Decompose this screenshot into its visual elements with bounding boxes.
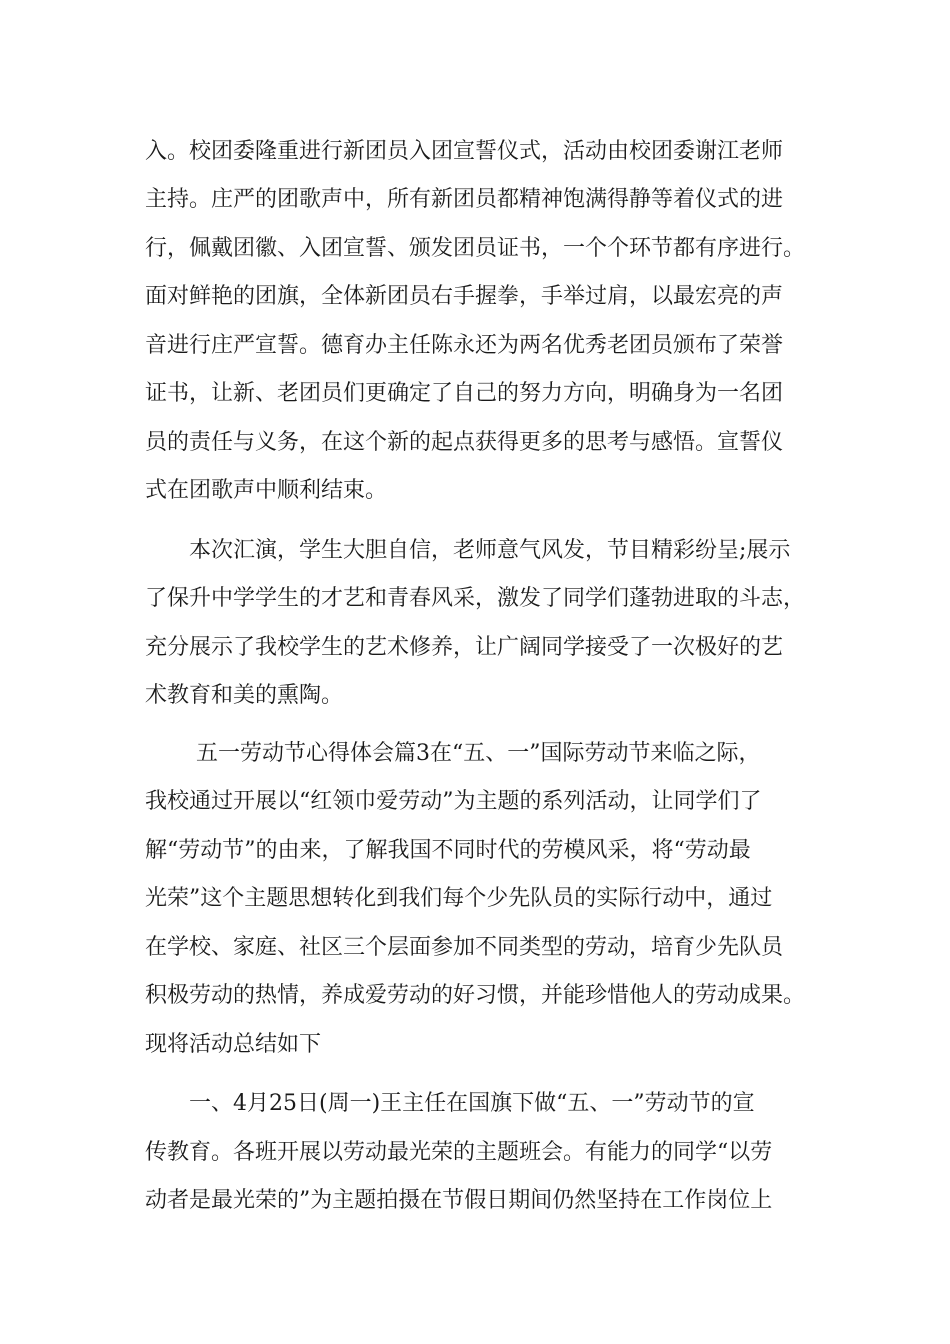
- text-line: 音进行庄严宣誓。德育办主任陈永还为两名优秀老团员颁布了荣誉: [145, 333, 784, 358]
- text-line: 我校通过开展以“红领巾爱劳动”为主题的系列活动，让同学们了: [145, 789, 762, 814]
- text-line: 术教育和美的熏陶。: [145, 683, 344, 708]
- text-line: 积极劳动的热情，养成爱劳动的好习惯，并能珍惜他人的劳动成果。: [145, 983, 806, 1008]
- text-line: 动者是最光荣的”为主题拍摄在节假日期间仍然坚持在工作岗位上: [145, 1188, 773, 1213]
- text-line: 五一劳动节心得体会篇3在“五、一”国际劳动节来临之际，: [196, 741, 761, 766]
- text-line: 现将活动总结如下: [145, 1032, 322, 1057]
- text-line: 光荣”这个主题思想转化到我们每个少先队员的实际行动中，通过: [145, 886, 773, 911]
- text-line: 员的责任与义务，在这个新的起点获得更多的思考与感悟。宣誓仪: [145, 430, 784, 455]
- text-line: 传教育。各班开展以劳动最光荣的主题班会。有能力的同学“以劳: [145, 1140, 773, 1165]
- text-line: 证书，让新、老团员们更确定了自己的努力方向，明确身为一名团: [145, 381, 784, 406]
- text-line: 本次汇演，学生大胆自信，老师意气风发，节目精彩纷呈;展示: [189, 538, 791, 563]
- text-line: 一、4月25日(周一)王主任在国旗下做“五、一”劳动节的宣: [189, 1091, 755, 1116]
- text-line: 面对鲜艳的团旗，全体新团员右手握拳，手举过肩，以最宏亮的声: [145, 284, 784, 309]
- text-line: 解“劳动节”的由来，了解我国不同时代的劳模风采，将“劳动最: [145, 838, 751, 863]
- text-line: 入。校团委隆重进行新团员入团宣誓仪式，活动由校团委谢江老师: [145, 139, 784, 164]
- text-line: 在学校、家庭、社区三个层面参加不同类型的劳动，培育少先队员: [145, 935, 784, 960]
- text-line: 充分展示了我校学生的艺术修养，让广阔同学接受了一次极好的艺: [145, 635, 784, 660]
- text-line: 行，佩戴团徽、入团宣誓、颁发团员证书，一个个环节都有序进行。: [145, 236, 806, 261]
- text-line: 主持。庄严的团歌声中，所有新团员都精神饱满得静等着仪式的进: [145, 187, 784, 212]
- text-line: 了保升中学学生的才艺和青春风采，激发了同学们蓬勃进取的斗志，: [145, 586, 806, 611]
- text-line: 式在团歌声中顺利结束。: [145, 478, 388, 503]
